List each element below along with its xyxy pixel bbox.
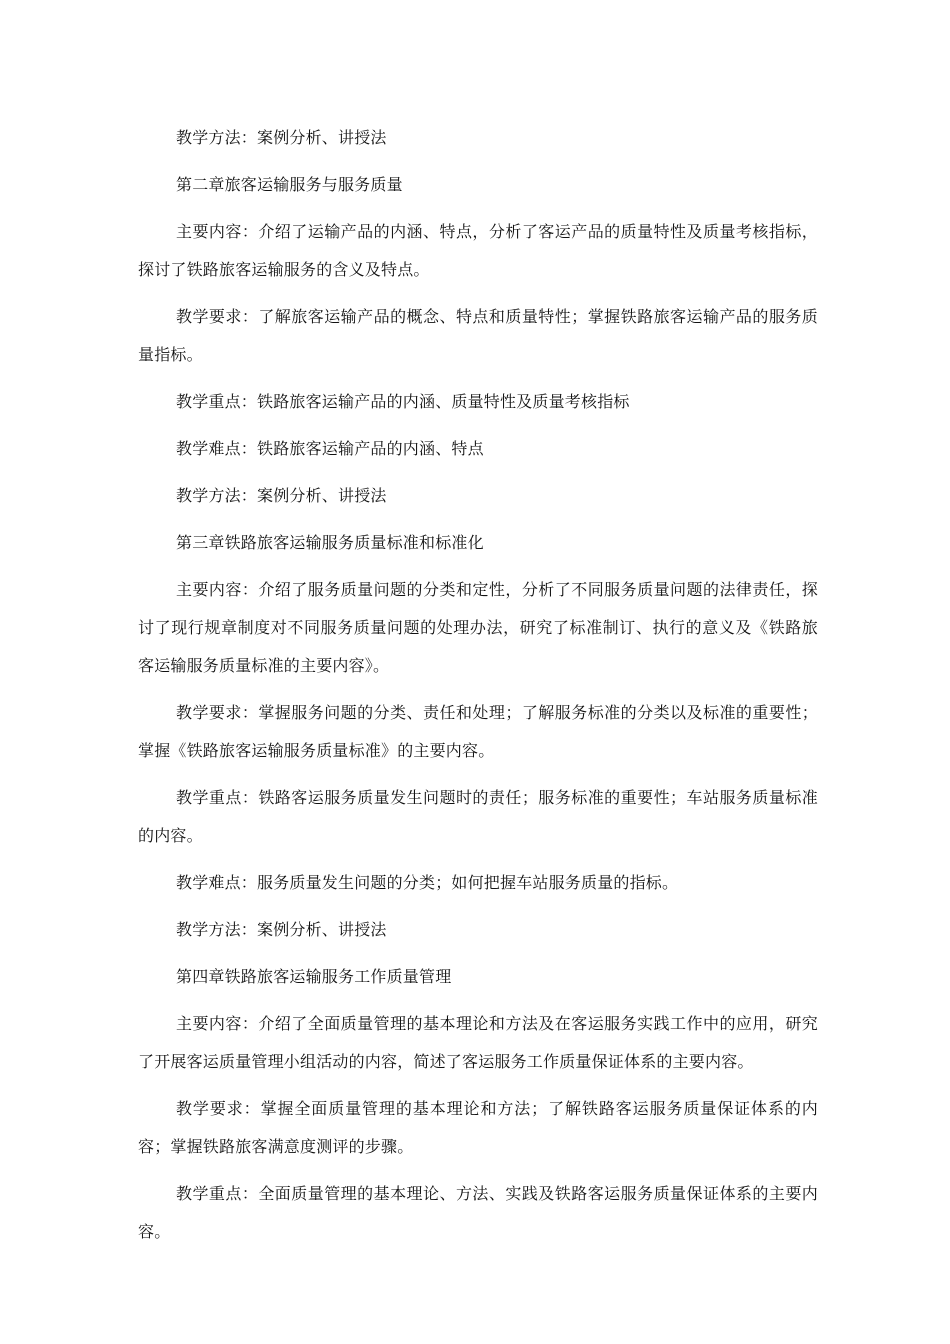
chapter-heading: 第三章铁路旅客运输服务质量标准和标准化 — [176, 533, 484, 552]
paragraph-main-content: 主要内容：介绍了运输产品的内涵、特点，分析了客运产品的质量特性及质量考核指标，探讨了铁路旅客运输服务的含义及特点。 — [138, 222, 818, 279]
paragraph-teaching-method: 教学方法：案例分析、讲授法 — [176, 920, 387, 939]
paragraph-teaching-key-points: 教学重点：全面质量管理的基本理论、方法、实践及铁路客运服务质量保证体系的主要内容。 — [138, 1184, 818, 1241]
paragraph-teaching-requirements: 教学要求：掌握服务问题的分类、责任和处理；了解服务标准的分类以及标准的重要性；掌握《铁路旅客运输服务质量标准》的主要内容。 — [138, 703, 818, 760]
paragraph-teaching-difficulties: 教学难点：服务质量发生问题的分类；如何把握车站服务质量的指标。 — [176, 873, 679, 892]
paragraph-teaching-method: 教学方法：案例分析、讲授法 — [176, 128, 387, 147]
paragraph-main-content: 主要内容：介绍了服务质量问题的分类和定性，分析了不同服务质量问题的法律责任，探讨了现行规章制度对不同服务质量问题的处理办法，研究了标准制订、执行的意义及《铁路旅客运输服务质量标准的主要内容》。 — [138, 580, 818, 675]
paragraph-main-content: 主要内容：介绍了全面质量管理的基本理论和方法及在客运服务实践工作中的应用，研究了开展客运质量管理小组活动的内容，简述了客运服务工作质量保证体系的主要内容。 — [138, 1014, 818, 1071]
paragraph-teaching-key-points: 教学重点：铁路客运服务质量发生问题时的责任；服务标准的重要性；车站服务质量标准的内容。 — [138, 788, 818, 845]
paragraph-teaching-method: 教学方法：案例分析、讲授法 — [176, 486, 387, 505]
paragraph-teaching-requirements: 教学要求：掌握全面质量管理的基本理论和方法；了解铁路客运服务质量保证体系的内容；掌握铁路旅客满意度测评的步骤。 — [138, 1099, 818, 1156]
paragraph-teaching-requirements: 教学要求：了解旅客运输产品的概念、特点和质量特性；掌握铁路旅客运输产品的服务质量指标。 — [138, 307, 818, 364]
document-body — [138, 119, 818, 1260]
chapter-heading: 第四章铁路旅客运输服务工作质量管理 — [176, 967, 452, 986]
paragraph-teaching-difficulties: 教学难点：铁路旅客运输产品的内涵、特点 — [176, 439, 484, 458]
chapter-heading: 第二章旅客运输服务与服务质量 — [176, 175, 403, 194]
paragraph-teaching-key-points: 教学重点：铁路旅客运输产品的内涵、质量特性及质量考核指标 — [176, 392, 630, 411]
